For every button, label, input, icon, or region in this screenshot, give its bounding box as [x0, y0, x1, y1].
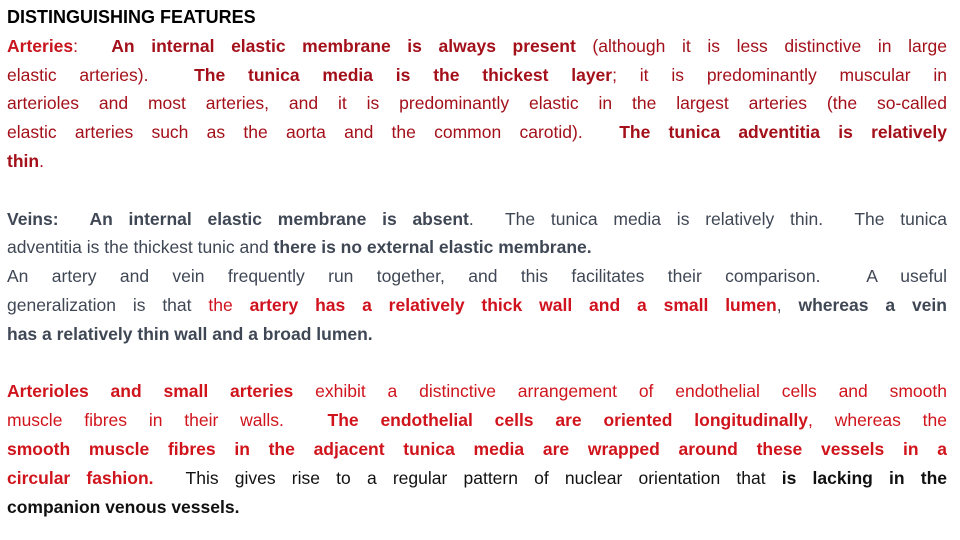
text-segment: This gives rise to a regular pattern of nuclear orientation that [153, 467, 782, 488]
text-line [7, 406, 947, 435]
text-segment: ; it is predominantly muscular in [612, 64, 947, 85]
text-line [7, 205, 947, 234]
text-line [7, 377, 947, 406]
text-segment: generalization is that [7, 294, 209, 315]
text-segment: muscle fibres in their walls. [7, 410, 328, 431]
paragraphs [7, 32, 947, 522]
text-segment: (although it is less distinctive in large [575, 35, 947, 56]
text-line [7, 435, 947, 464]
text-line [7, 61, 947, 90]
emphasized-text: The tunica media is the thickest layer [194, 64, 613, 85]
text-segment: exhibit a distinctive arrangement of endothelial cells and smooth [293, 381, 947, 402]
paragraph-gap [7, 349, 947, 378]
emphasized-text: The tunica adventitia is relatively [619, 122, 947, 143]
text-segment: , [776, 294, 799, 315]
text-line [7, 233, 947, 262]
text-segment: arterioles and most arteries, and it is predominantly elastic in the largest arteries (the so-called [7, 93, 947, 114]
text-segment: , whereas the [808, 410, 947, 431]
text-line [7, 147, 947, 176]
text-line [7, 291, 947, 320]
emphasized-text: thin [7, 150, 40, 171]
emphasized-text: whereas a vein [798, 294, 947, 315]
veins-paragraph [7, 205, 947, 349]
text-line [7, 118, 947, 147]
text-line [7, 320, 947, 349]
paragraph-gap [7, 176, 947, 205]
emphasized-text: Arterioles and small arteries [7, 381, 294, 402]
heading: DISTINGUISHING FEATURES [7, 7, 256, 27]
emphasized-text: has a relatively thin wall and a broad lumen. [7, 323, 373, 344]
emphasized-text: smooth muscle fibres in the adjacent tunica media are wrapped around these vessels in a [7, 438, 947, 459]
emphasized-text: is lacking in the [781, 467, 947, 488]
emphasized-text: companion venous vessels. [7, 496, 240, 517]
text-segment: adventitia is the thickest tunic and [7, 237, 274, 258]
text-segment: . The tunica media is relatively thin. The tunica [468, 208, 947, 229]
text-segment: . [39, 150, 44, 171]
document [7, 3, 947, 521]
emphasized-text: circular fashion. [7, 467, 154, 488]
emphasized-text: artery has a relatively thick wall and a small lumen [249, 294, 777, 315]
text-line [7, 32, 947, 61]
text-line [7, 89, 947, 118]
text-line [7, 262, 947, 291]
text-segment: elastic arteries such as the aorta and the common carotid). [7, 122, 620, 143]
text-segment: elastic arteries). [7, 64, 195, 85]
text-line [7, 464, 947, 493]
text-segment: : [73, 35, 112, 56]
text-segment: An artery and vein frequently run together, and this facilitates their comparison. A useful [7, 266, 947, 287]
emphasized-text: there is no external elastic membrane. [273, 237, 592, 258]
arteries-paragraph [7, 32, 947, 176]
text-line [7, 493, 947, 522]
emphasized-text: An internal elastic membrane is always present [111, 35, 576, 56]
arterioles-paragraph [7, 377, 947, 521]
emphasized-text: The endothelial cells are oriented longitudinally [327, 410, 809, 431]
emphasized-text: Veins: An internal elastic membrane is absent [7, 208, 469, 229]
emphasized-text: Arteries [7, 35, 74, 56]
text-segment: the [208, 294, 250, 315]
